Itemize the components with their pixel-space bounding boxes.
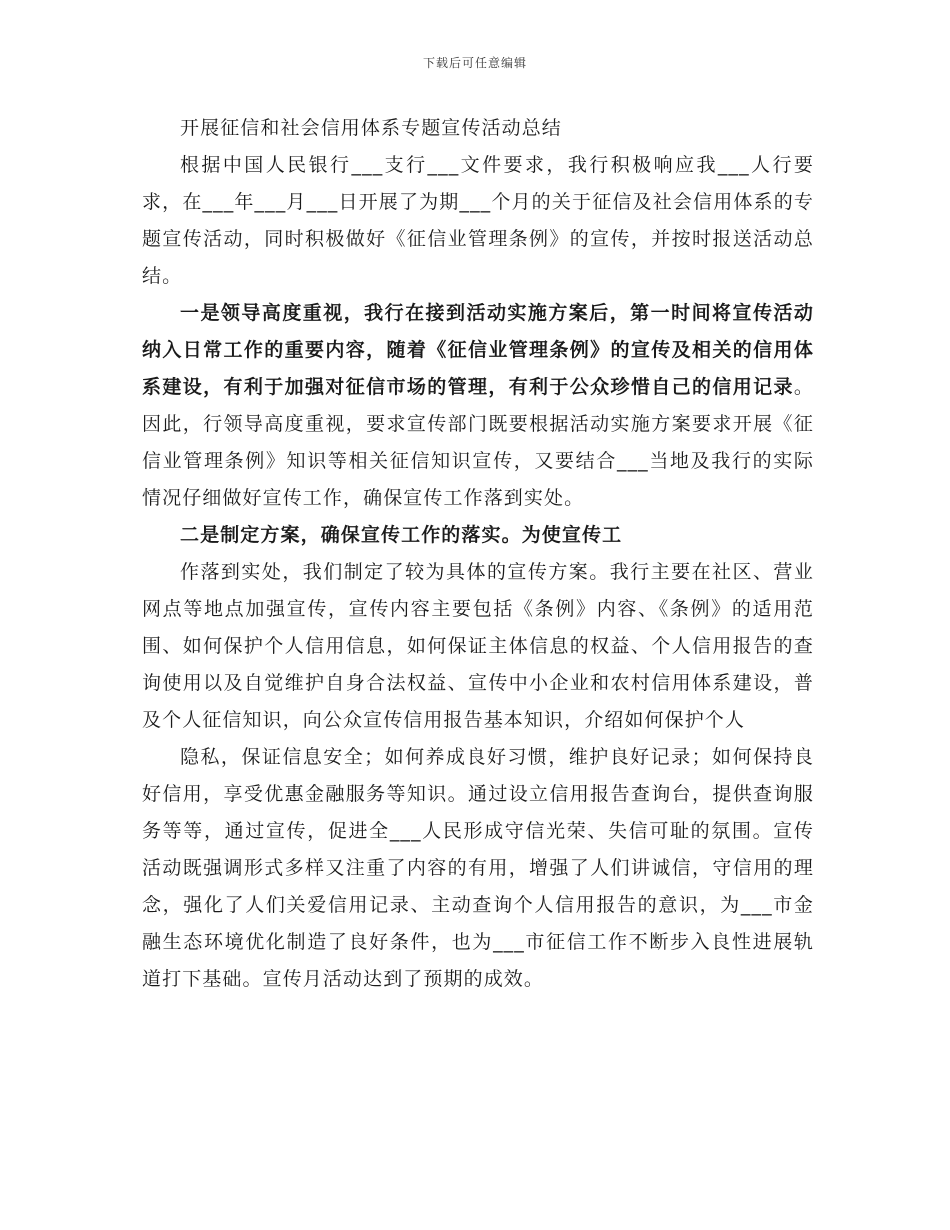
paragraph-4: 作落到实处，我们制定了较为具体的宣传方案。我行主要在社区、营业网点等地点加强宣传，宣传内容主要包括《条例》内容、《条例》的适用范围、如何保护个人信用信息，如何保证主体信息的权益、个人信用报告的查询使用以及自觉维护自身合法权益、宣传中小企业和农村信用体系建设，普及个人征信知识，向公众宣传信用报告基本知识，介绍如何保护个人: [142, 561, 814, 731]
paragraph-2-bold: 一是领导高度重视，我行在接到活动实施方案后，第一时间将宣传活动纳入日常工作的重要内容，随着《征信业管理条例》的宣传及相关的信用体系建设，有利于加强对征信市场的管理，有利于公众珍惜自己的信用记录: [142, 302, 814, 398]
paragraph-2: [142, 295, 814, 517]
header-note: 下载后可任意编辑: [422, 56, 527, 70]
paragraph-2-rest: 。因此，行领导高度重视，要求宣传部门既要根据活动实施方案要求开展《征信业管理条例》知识等相关征信知识宣传，又要结合___当地及我行的实际情况仔细做好宣传工作，确保宣传工作落到实处。: [142, 376, 814, 509]
paragraph-3: 二是制定方案，确保宣传工作的落实。为使宣传工: [180, 524, 623, 546]
paragraph-5: 隐私，保证信息安全；如何养成良好习惯，维护良好记录；如何保持良好信用，享受优惠金融服务等知识。通过设立信用报告查询台，提供查询服务等等，通过宣传，促进全___人民形成守信光荣、失信可耻的氛围。宣传活动既强调形式多样又注重了内容的有用，增强了人们讲诚信，守信用的理念，强化了人们关爱信用记录、主动查询个人信用报告的意识，为___市金融生态环境优化制造了良好条件，也为___市征信工作不断步入良性进展轨道打下基础。宣传月活动达到了预期的成效。: [142, 746, 814, 990]
paragraph-1: 根据中国人民银行___支行___文件要求，我行积极响应我___人行要求，在___年___月___日开展了为期___个月的关于征信及社会信用体系的专题宣传活动，同时积极做好《征信业管理条例》的宣传，并按时报送活动总结。: [142, 154, 814, 287]
document-body: [142, 110, 814, 998]
document-title: 开展征信和社会信用体系专题宣传活动总结: [180, 117, 562, 139]
